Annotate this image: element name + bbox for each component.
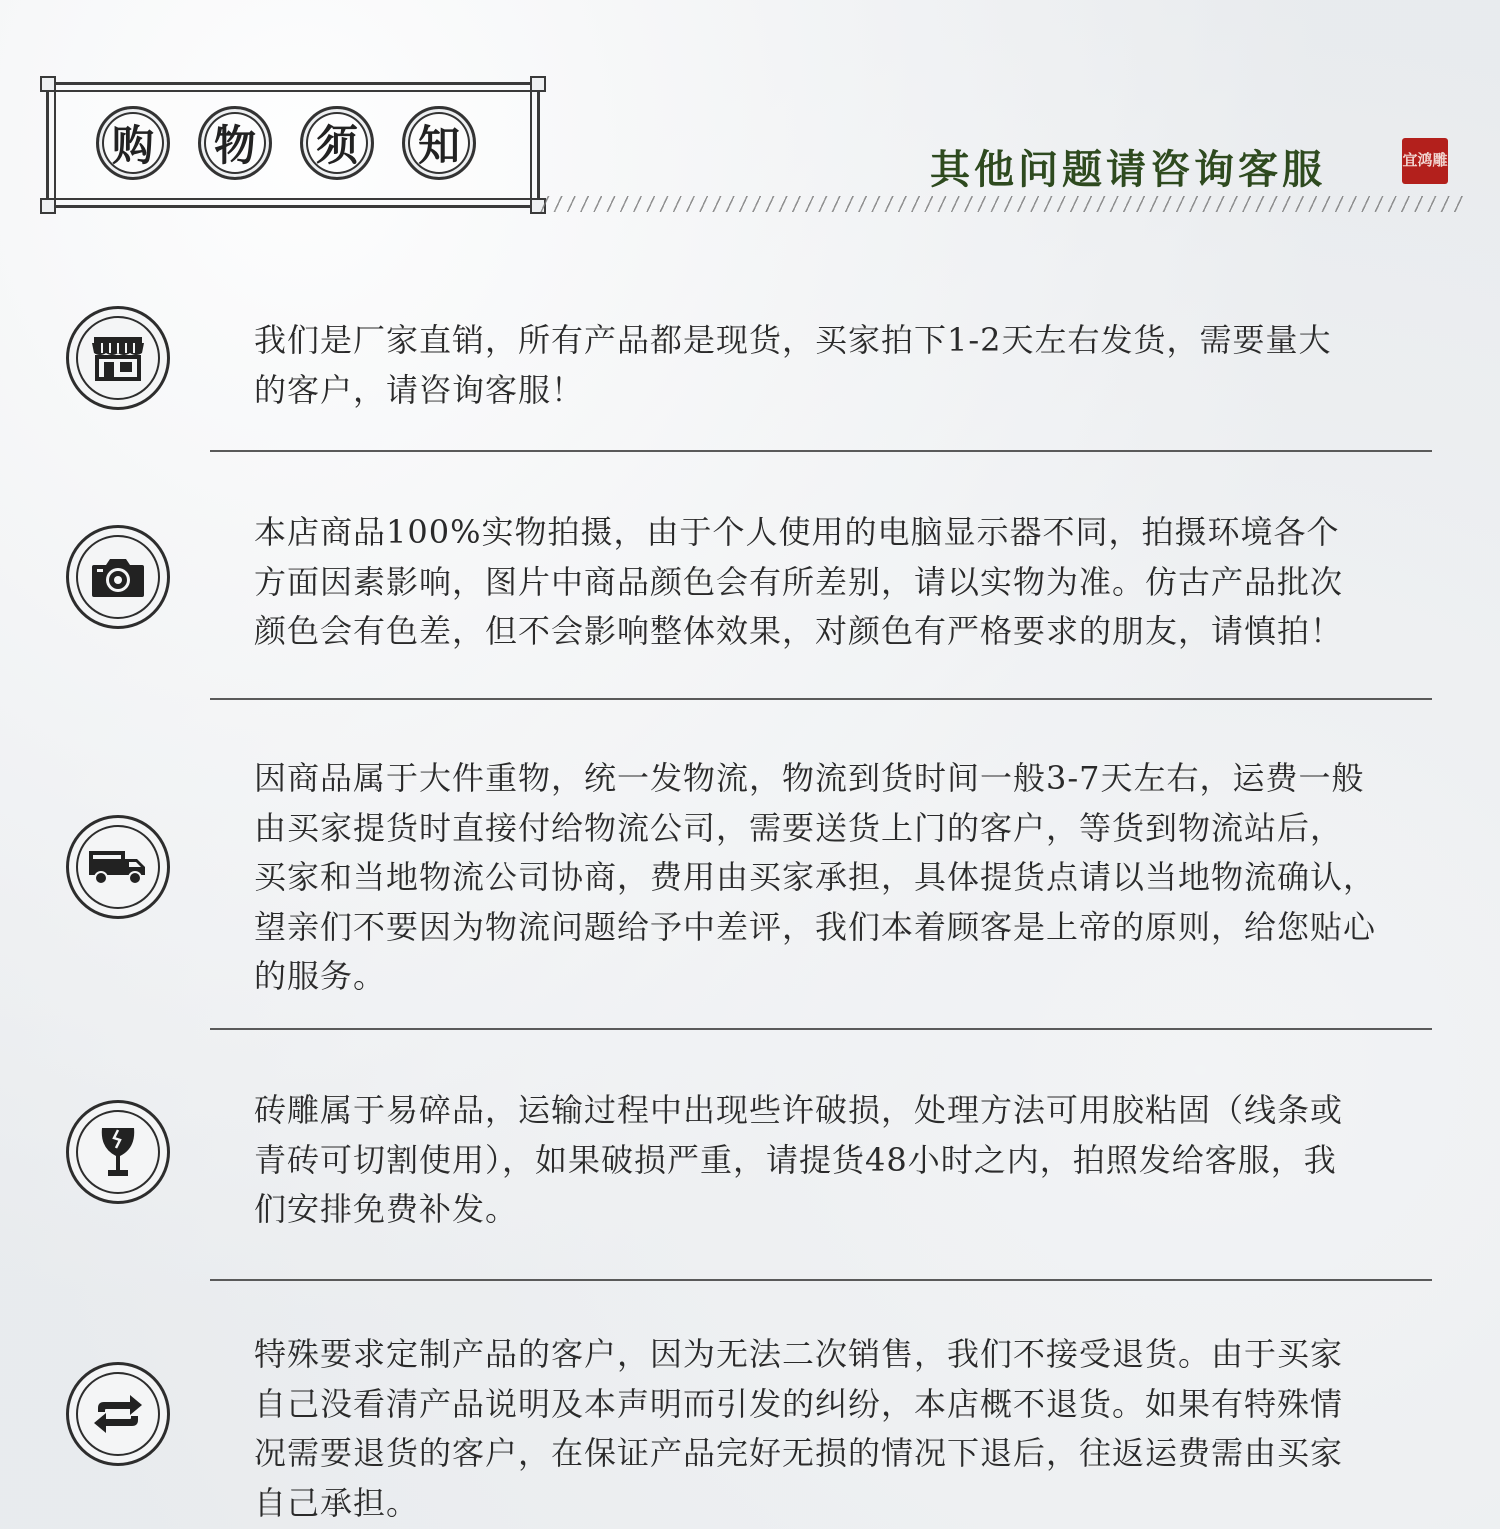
notice-text: 特殊要求定制产品的客户，因为无法二次销售，我们不接受退货。由于买家 自己没看清产品说明及本声明而引发的纠纷，本店概不退货。如果有特殊情 况需要退货的客户，在保证产品完好无损的情况下退后，往返运费需由买家 自己承担。 xyxy=(254,1335,1344,1522)
section-divider xyxy=(210,698,1432,700)
contact-service-note: 其他问题请咨询客服 xyxy=(930,146,1326,193)
title-char: 物 xyxy=(198,106,272,180)
return-exchange-icon xyxy=(66,1362,170,1466)
section-divider xyxy=(210,450,1432,452)
hatched-divider xyxy=(540,196,1464,212)
frame-corner xyxy=(40,198,56,214)
notice-text: 本店商品100%实物拍摄，由于个人使用的电脑显示器不同，拍摄环境各个 方面因素影响，图片中商品颜色会有所差别，请以实物为准。仿古产品批次 颜色会有色差，但不会影响整体效果，对颜色有严格要求的朋友，请慎拍！ xyxy=(254,513,1344,650)
notice-text: 我们是厂家直销，所有产品都是现货，买家拍下1-2天左右发货，需要量大 的客户，请咨询客服！ xyxy=(254,321,1332,409)
red-seal-stamp: 宜鸿雕 xyxy=(1402,138,1448,184)
page-title xyxy=(96,106,476,180)
truck-icon xyxy=(66,815,170,919)
title-char: 须 xyxy=(300,106,374,180)
frame-corner xyxy=(40,76,56,92)
title-frame xyxy=(46,82,540,208)
title-char: 知 xyxy=(402,106,476,180)
frame-corner xyxy=(530,76,546,92)
title-char: 购 xyxy=(96,106,170,180)
camera-icon xyxy=(66,525,170,629)
fragile-glass-icon xyxy=(66,1100,170,1204)
notice-text: 砖雕属于易碎品，运输过程中出现些许破损，处理方法可用胶粘固（线条或 青砖可切割使用），如果破损严重，请提货48小时之内，拍照发给客服，我 们安排免费补发。 xyxy=(254,1091,1344,1228)
section-divider xyxy=(210,1279,1432,1281)
section-divider xyxy=(210,1028,1432,1030)
storefront-icon xyxy=(66,306,170,410)
notice-text: 因商品属于大件重物，统一发物流，物流到货时间一般3-7天左右，运费一般 由买家提货时直接付给物流公司，需要送货上门的客户，等货到物流站后， 买家和当地物流公司协商，费用由买家承担，具体提货点请以当地物流确认， 望亲们不要因为物流问题给予中差评，我们本着顾客是上帝的原则，给您贴心 的服务。 xyxy=(254,759,1377,995)
